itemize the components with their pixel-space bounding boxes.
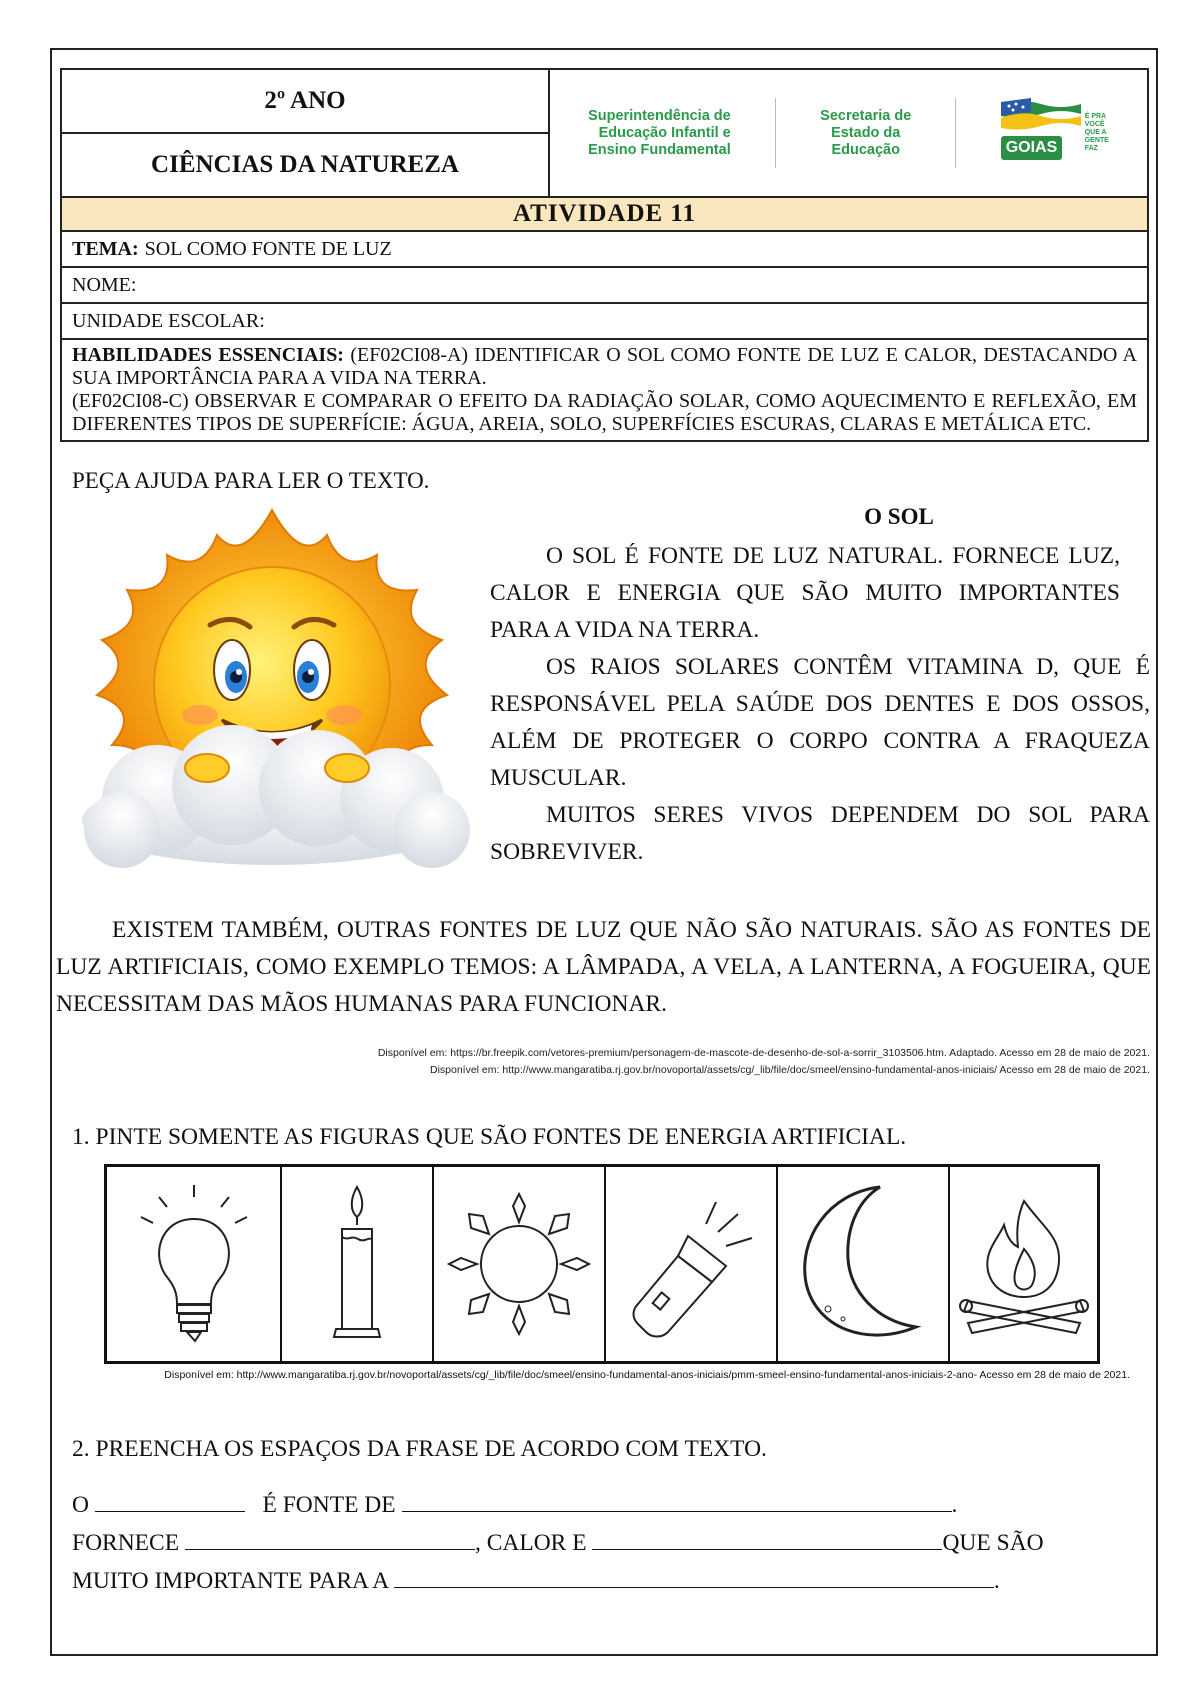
figures-source-citation: Disponível em: http://www.mangaratiba.rj.gov.br/novoportal/assets/cg/_lib/file/doc/smeel/ensino-fundamental-anos-iniciais/pmm-smeel-ensino-fundamental-anos-iniciais-2-ano- Acesso em 28 de maio de 2021.	[164, 1369, 1130, 1381]
tag-line: QUE A	[1084, 129, 1107, 136]
skills-label: HABILIDADES ESSENCIAIS:	[72, 344, 344, 366]
logo-divider	[955, 98, 956, 168]
fill-line-3	[72, 1562, 1044, 1600]
skills-block	[62, 340, 1147, 440]
figures-table	[104, 1164, 1100, 1364]
blank-5[interactable]	[394, 1565, 994, 1588]
logo-line: Educação Infantil e	[598, 124, 731, 141]
subject-label: CIÊNCIAS DA NATUREZA	[62, 132, 548, 196]
fill-text: .	[993, 1568, 1000, 1594]
fill-text: QUE SÃO	[942, 1530, 1044, 1556]
flashlight-icon	[616, 1184, 766, 1344]
logo-line: Educação	[831, 141, 900, 158]
tag-line: É PRA	[1084, 113, 1107, 120]
fill-text: FORNECE	[72, 1530, 180, 1556]
nome-label: NOME:	[72, 273, 137, 296]
blank-2[interactable]	[402, 1489, 952, 1512]
fill-text: O	[72, 1492, 89, 1518]
header-left	[62, 70, 550, 196]
candle-figure[interactable]	[282, 1167, 434, 1361]
paragraph-1: O SOL É FONTE DE LUZ NATURAL. FORNECE LUZ, CALOR E ENERGIA QUE SÃO MUITO IMPORTANTES PARA A VIDA NA TERRA.	[490, 543, 1120, 643]
lightbulb-icon	[129, 1179, 259, 1349]
blank-1[interactable]	[95, 1489, 245, 1512]
tag-line: VOCÊ	[1084, 121, 1105, 128]
fill-line-1	[72, 1486, 1044, 1524]
logo-line: Secretaria de	[820, 107, 912, 124]
article-body	[490, 538, 1150, 871]
logos	[550, 70, 1147, 196]
skill-1-text: (EF02CI08-A) IDENTIFICAR O SOL COMO FONTE DE LUZ E CALOR, DESTACANDO A SUA IMPORTÂNCIA PARA A VIDA NA TERRA.	[72, 344, 1137, 389]
blank-3[interactable]	[185, 1527, 475, 1550]
tag-line: GENTE	[1084, 137, 1109, 144]
goias-logo	[1001, 98, 1109, 168]
flashlight-figure[interactable]	[606, 1167, 778, 1361]
tema-value: SOL COMO FONTE DE LUZ	[144, 237, 392, 260]
goias-tagline	[1085, 113, 1109, 153]
question-2: 2. PREENCHA OS ESPAÇOS DA FRASE DE ACORDO COM TEXTO.	[72, 1436, 767, 1462]
skill-1	[72, 344, 1137, 390]
paragraph-4: EXISTEM TAMBÉM, OUTRAS FONTES DE LUZ QUE NÃO SÃO NATURAIS. SÃO AS FONTES DE LUZ ARTIFICIAIS, COMO EXEMPLO TEMOS: A LÂMPADA, A VELA, A LANTERNA, A FOGUEIRA, QUE NECESSITAM DAS MÃOS HUMANAS PARA FUNCIONAR.	[56, 917, 1151, 1017]
goias-flag-icon	[1001, 98, 1081, 168]
tema-label: TEMA:	[72, 237, 139, 260]
blank-4[interactable]	[592, 1527, 942, 1550]
goias-wordmark: GOIAS	[1001, 136, 1063, 160]
paragraph-3: MUITOS SERES VIVOS DEPENDEM DO SOL PARA SOBREVIVER.	[490, 802, 1150, 865]
moon-icon	[788, 1179, 938, 1349]
logo-divider	[775, 98, 776, 168]
fill-text: .	[951, 1492, 958, 1518]
unidade-field[interactable]	[62, 304, 1147, 340]
logo-superintendencia	[588, 108, 731, 159]
sun-figure[interactable]	[434, 1167, 606, 1361]
candle-icon	[312, 1179, 402, 1349]
source-citation-2: Disponível em: http://www.mangaratiba.rj.gov.br/novoportal/assets/cg/_lib/file/doc/smeel/ensino-fundamental-anos-iniciais/ Acesso em 28 de maio de 2021.	[429, 1064, 1150, 1076]
grade-label: 2º ANO	[264, 87, 346, 114]
logo-line: Estado da	[831, 124, 901, 141]
activity-title: ATIVIDADE 11	[62, 198, 1147, 232]
logo-line: Superintendência de	[588, 107, 731, 124]
tag-line: FAZ	[1084, 145, 1098, 152]
lightbulb-figure[interactable]	[107, 1167, 282, 1361]
sun-mascot-illustration	[62, 500, 482, 880]
skill-2: (EF02CI08-C) OBSERVAR E COMPARAR O EFEITO DA RADIAÇÃO SOLAR, COMO AQUECIMENTO E REFLEXÃO, EM DIFERENTES TIPOS DE SUPERFÍCIE: ÁGUA, AREIA, SOLO, SUPERFÍCIES ESCURAS, CLARAS E METÁLICA ETC.	[72, 390, 1137, 435]
logo-line: Ensino Fundamental	[588, 141, 731, 158]
tema-row	[62, 232, 1147, 268]
nome-field[interactable]	[62, 268, 1147, 304]
campfire-icon	[954, 1189, 1094, 1339]
moon-figure[interactable]	[778, 1167, 950, 1361]
fill-text: , CALOR E	[474, 1530, 587, 1556]
question-1: 1. PINTE SOMENTE AS FIGURAS QUE SÃO FONTES DE ENERGIA ARTIFICIAL.	[72, 1124, 907, 1150]
help-instruction: PEÇA AJUDA PARA LER O TEXTO.	[72, 468, 430, 493]
fill-text: É FONTE DE	[262, 1492, 396, 1518]
source-citation-1: Disponível em: https://br.freepik.com/vetores-premium/personagem-de-mascote-de-desenho-de-sol-a-sorrir_3103506.htm. Adaptado. Acesso em 28 de maio de 2021.	[377, 1047, 1150, 1059]
header-table	[60, 68, 1149, 442]
article-body-wide	[56, 912, 1151, 1023]
unidade-label: UNIDADE ESCOLAR:	[72, 309, 265, 332]
article-title: O SOL	[864, 504, 934, 529]
sun-icon	[444, 1189, 594, 1339]
paragraph-2: OS RAIOS SOLARES CONTÊM VITAMINA D, QUE É RESPONSÁVEL PELA SAÚDE DOS DENTES E DOS OSSOS, ALÉM DE PROTEGER O CORPO CONTRA A FRAQUEZA MUSCULAR.	[490, 654, 1150, 791]
logo-secretaria	[820, 108, 911, 159]
fill-in-sentence	[72, 1486, 1044, 1600]
fill-text: MUITO IMPORTANTE PARA A	[72, 1568, 388, 1594]
fill-line-2	[72, 1524, 1044, 1562]
campfire-figure[interactable]	[950, 1167, 1097, 1361]
header-top	[62, 70, 1147, 198]
